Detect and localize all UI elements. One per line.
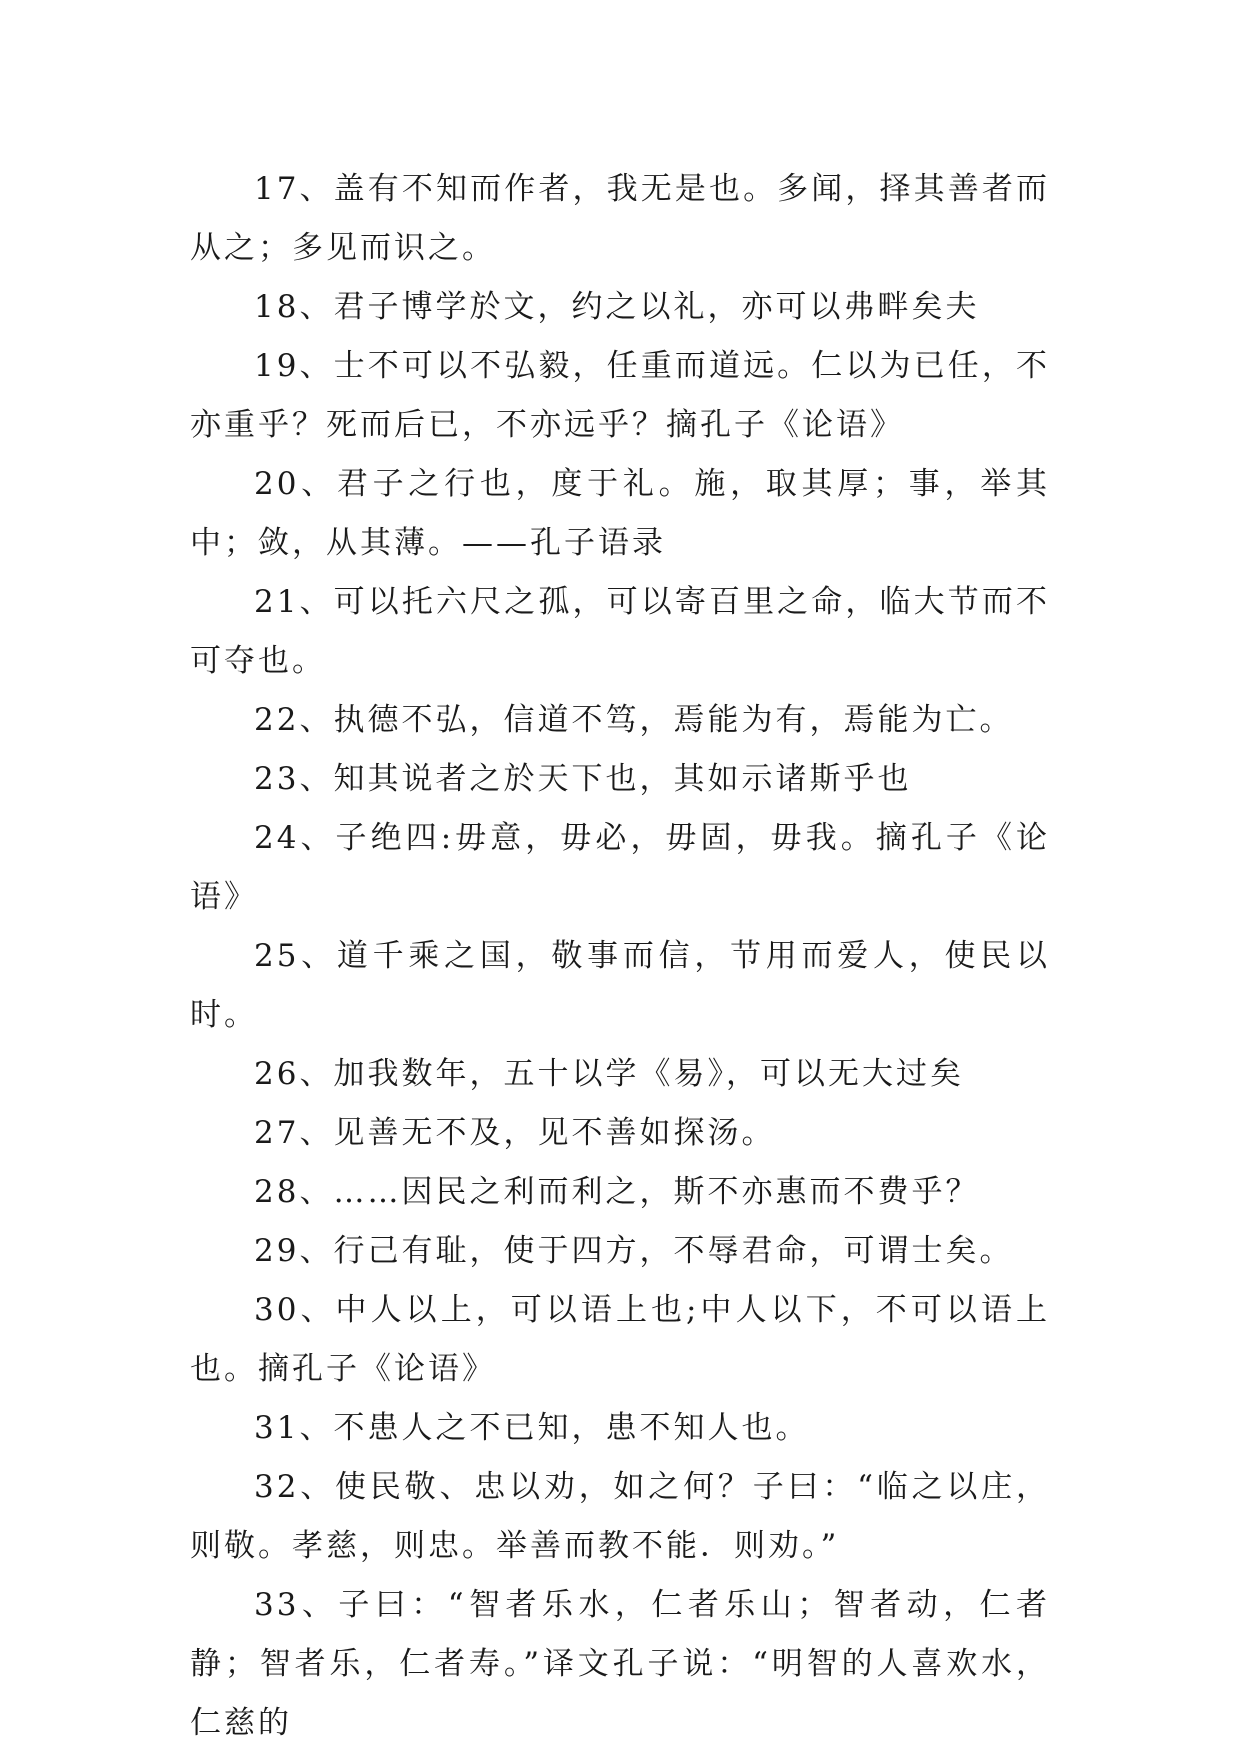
paragraph-29: 29、行己有耻，使于四方，不辱君命，可谓士矣。 — [254, 1233, 1014, 1269]
paragraph-32: 32、使民敬、忠以劝，如之何？子曰：“临之以庄，则敬。孝慈，则忠。举善而教不能．则劝。” — [190, 1469, 1050, 1564]
paragraph-17: 17、盖有不知而作者，我无是也。多闻，择其善者而从之；多见而识之。 — [190, 171, 1050, 266]
paragraph-33: 33、子曰：“智者乐水，仁者乐山；智者动，仁者静；智者乐，仁者寿。”译文孔子说：“明智的人喜欢水，仁慈的 — [190, 1587, 1050, 1741]
paragraph-28: 28、……因民之利而利之，斯不亦惠而不费乎？ — [254, 1174, 980, 1210]
document-body — [190, 160, 1050, 1753]
paragraph-18: 18、君子博学於文，约之以礼，亦可以弗畔矣夫 — [254, 289, 980, 325]
paragraph-25: 25、道千乘之国，敬事而信，节用而爱人，使民以时。 — [190, 938, 1050, 1033]
paragraph-24: 24、子绝四:毋意，毋必，毋固，毋我。摘孔子《论语》 — [190, 820, 1050, 915]
paragraph-22: 22、执德不弘，信道不笃，焉能为有，焉能为亡。 — [254, 702, 1014, 738]
paragraph-26: 26、加我数年，五十以学《易》，可以无大过矣 — [254, 1056, 964, 1092]
paragraph-21: 21、可以托六尺之孤，可以寄百里之命，临大节而不可夺也。 — [190, 584, 1050, 679]
paragraph-31: 31、不患人之不已知，患不知人也。 — [254, 1410, 810, 1446]
paragraph-20: 20、君子之行也，度于礼。施，取其厚；事，举其中；敛，从其薄。——孔子语录 — [190, 466, 1050, 561]
paragraph-27: 27、见善无不及，见不善如探汤。 — [254, 1115, 776, 1151]
paragraph-30: 30、中人以上，可以语上也;中人以下，不可以语上也。摘孔子《论语》 — [190, 1292, 1050, 1387]
paragraph-19: 19、士不可以不弘毅，任重而道远。仁以为已任，不亦重乎？死而后已，不亦远乎？摘孔子《论语》 — [190, 348, 1050, 443]
paragraph-23: 23、知其说者之於天下也，其如示诸斯乎也 — [254, 761, 912, 797]
